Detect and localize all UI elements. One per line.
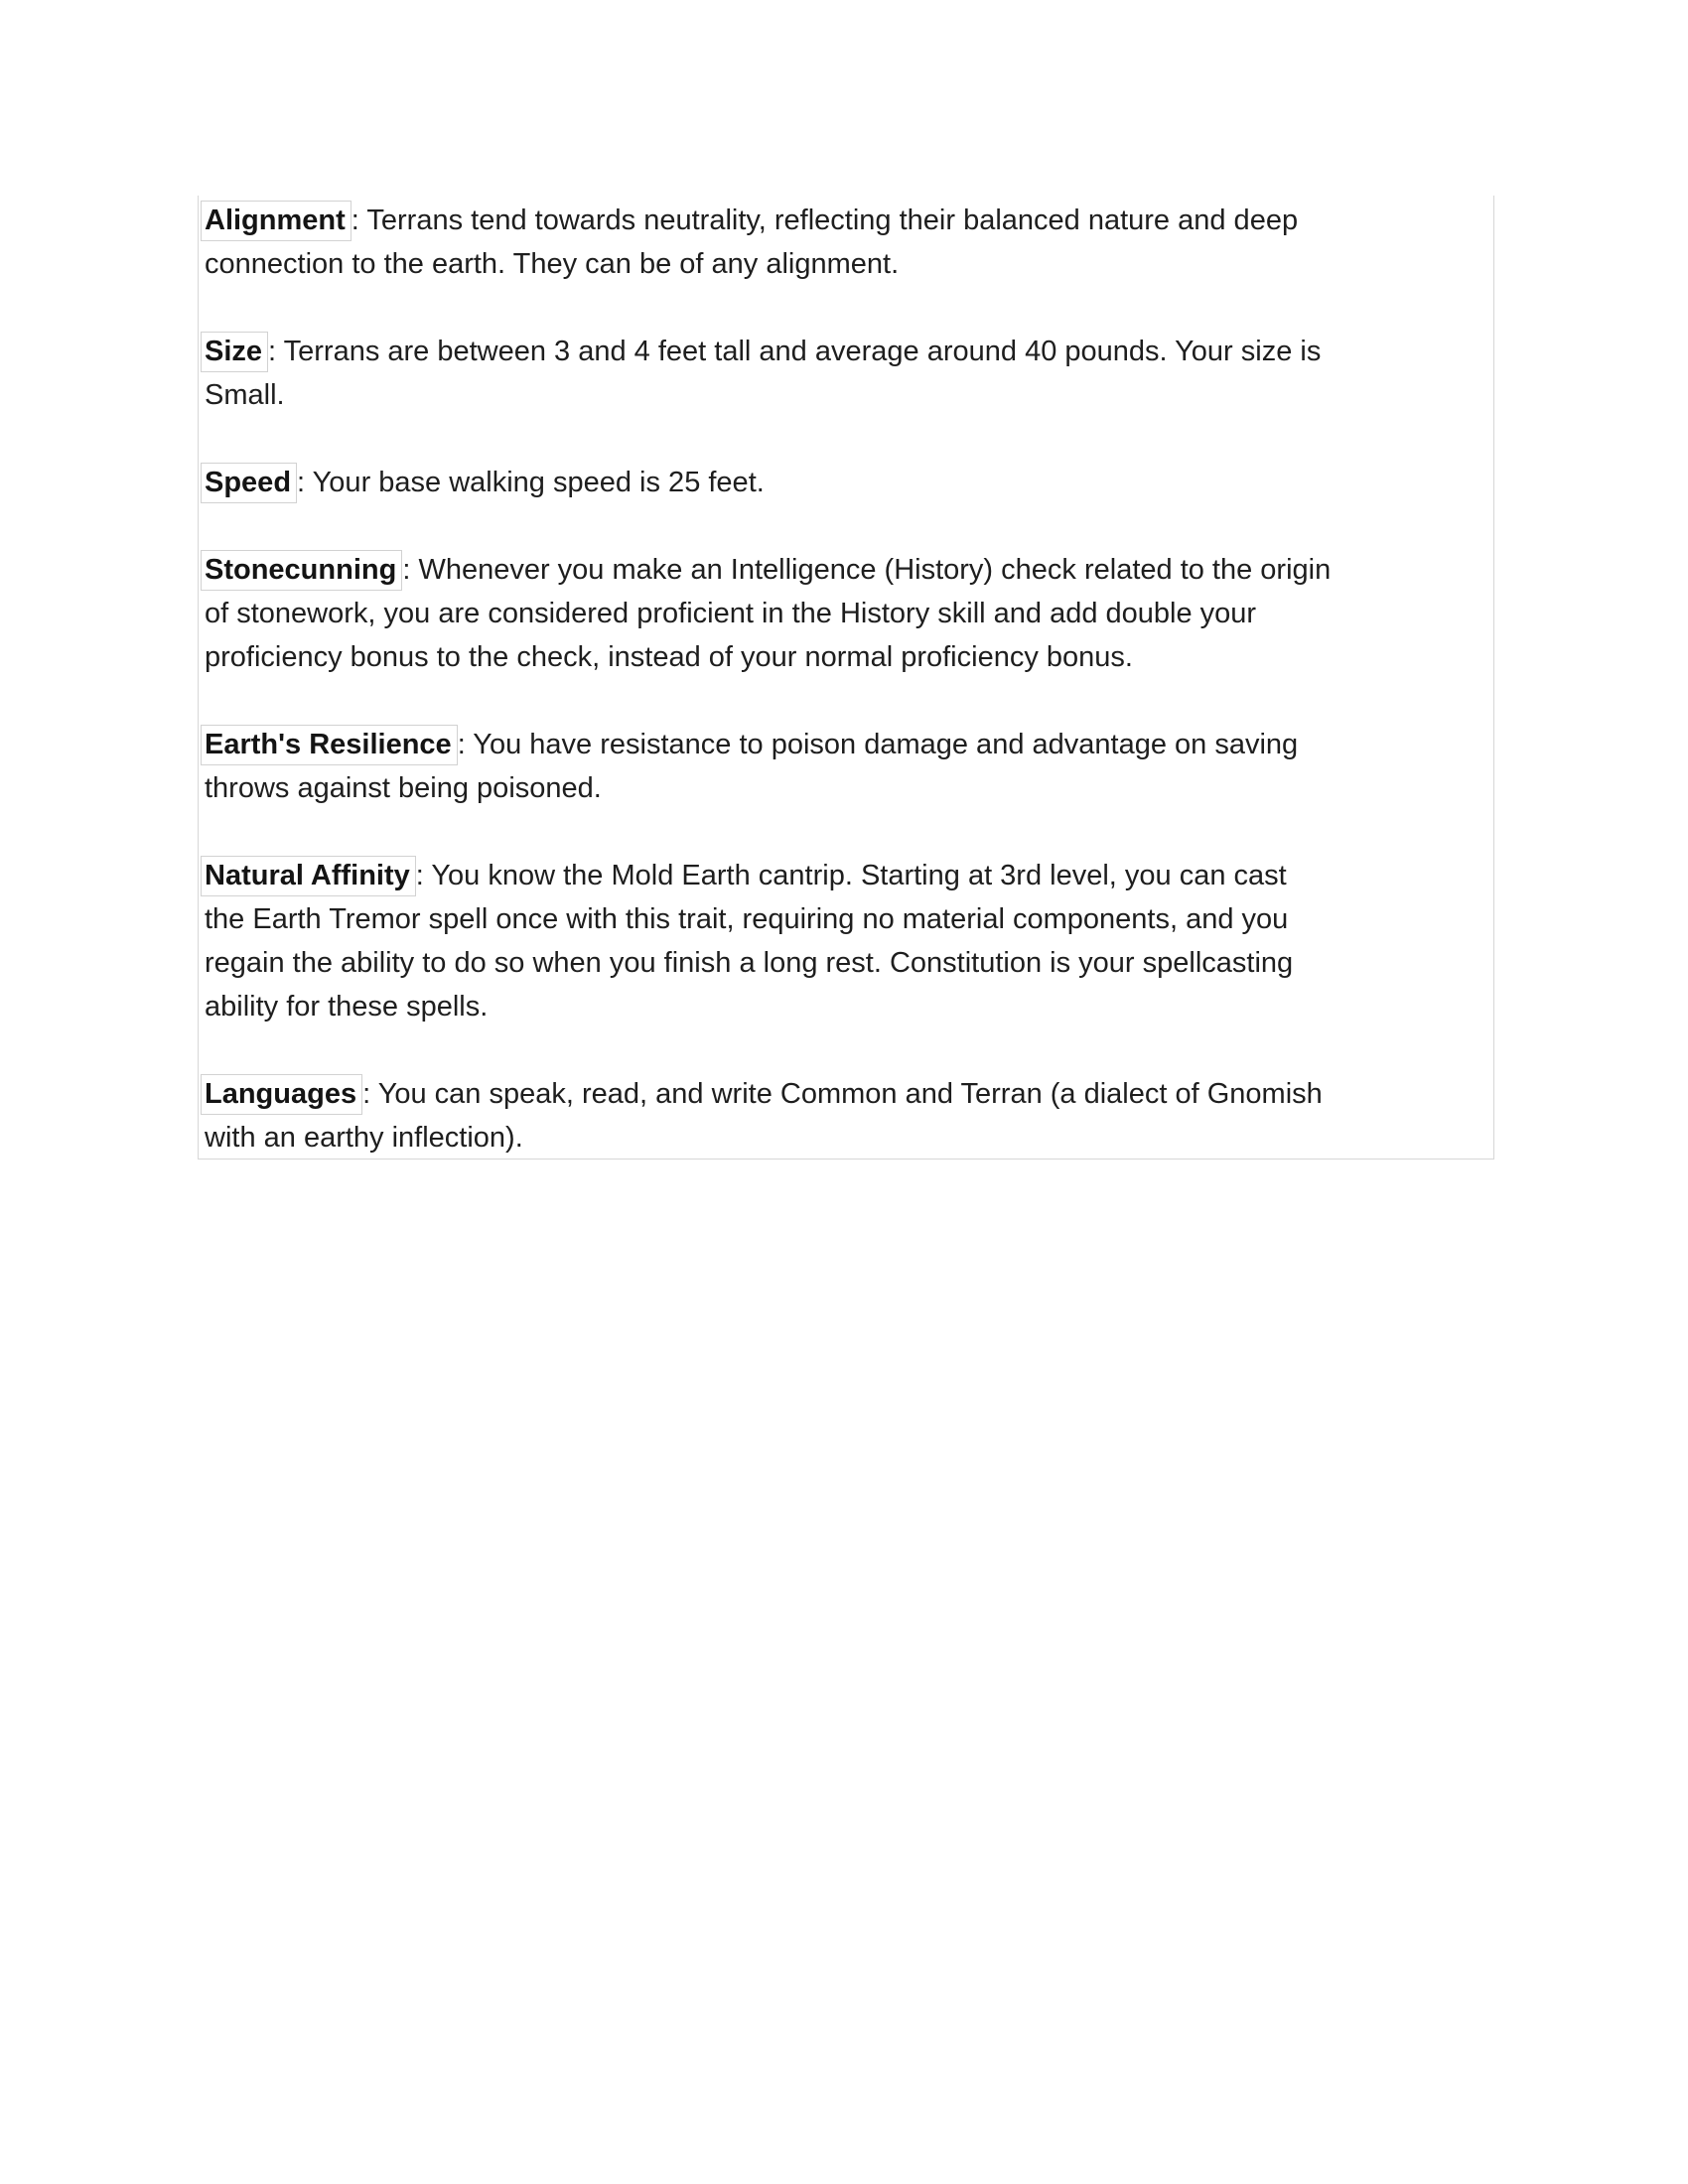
trait-separator: :: [457, 729, 474, 760]
trait-description: Small.: [205, 379, 285, 411]
trait-paragraph: [205, 723, 1487, 810]
trait-name: Alignment: [201, 201, 352, 241]
trait-paragraph: [205, 548, 1487, 679]
trait-name: Speed: [201, 463, 297, 503]
text-line: [205, 1116, 1487, 1160]
trait-description: throws against being poisoned.: [205, 772, 602, 804]
text-line: [205, 548, 1487, 592]
text-line: [205, 461, 1487, 504]
trait-description: You know the Mold Earth cantrip. Starting at 3rd level, you can cast: [431, 860, 1287, 891]
trait-description: Terrans are between 3 and 4 feet tall and average around 40 pounds. Your size is: [283, 336, 1322, 367]
trait-description: the Earth Tremor spell once with this trait, requiring no material components, and you: [205, 903, 1289, 935]
trait-separator: :: [362, 1078, 378, 1110]
trait-name: Stonecunning: [201, 550, 402, 591]
trait-description: Terrans tend towards neutrality, reflecting their balanced nature and deep: [366, 205, 1299, 236]
trait-separator: :: [268, 336, 284, 367]
text-line: [205, 373, 1487, 417]
trait-separator: :: [297, 467, 313, 498]
trait-description: proficiency bonus to the check, instead of your normal proficiency bonus.: [205, 641, 1133, 673]
text-line: [205, 985, 1487, 1028]
text-line: [205, 330, 1487, 373]
trait-name: Earth's Resilience: [201, 725, 458, 765]
text-line: [205, 941, 1487, 985]
trait-separator: :: [402, 554, 419, 586]
trait-separator: :: [351, 205, 367, 236]
trait-name: Natural Affinity: [201, 856, 416, 896]
text-line: [205, 854, 1487, 897]
trait-description: You can speak, read, and write Common and Terran (a dialect of Gnomish: [377, 1078, 1323, 1110]
trait-description: connection to the earth. They can be of any alignment.: [205, 248, 900, 280]
race-traits-text-block[interactable]: [198, 196, 1494, 1160]
text-line: [205, 766, 1487, 810]
trait-paragraph: [205, 854, 1487, 1028]
text-line: [205, 199, 1487, 242]
trait-description: Your base walking speed is 25 feet.: [312, 467, 765, 498]
trait-description: Whenever you make an Intelligence (History) check related to the origin: [418, 554, 1332, 586]
trait-description: with an earthy inflection).: [205, 1122, 523, 1154]
trait-description: ability for these spells.: [205, 991, 489, 1023]
text-line: [205, 635, 1487, 679]
trait-description: of stonework, you are considered proficient in the History skill and add double your: [205, 598, 1257, 629]
trait-name: Languages: [201, 1074, 362, 1115]
text-line: [205, 592, 1487, 635]
trait-paragraph: [205, 461, 1487, 504]
trait-paragraph: [205, 1072, 1487, 1160]
text-line: [205, 1072, 1487, 1116]
trait-description: regain the ability to do so when you finish a long rest. Constitution is your spellcasting: [205, 947, 1294, 979]
trait-name: Size: [201, 332, 268, 372]
text-line: [205, 242, 1487, 286]
trait-paragraph: [205, 199, 1487, 286]
trait-description: You have resistance to poison damage and advantage on saving: [473, 729, 1299, 760]
text-line: [205, 897, 1487, 941]
text-line: [205, 723, 1487, 766]
trait-separator: :: [415, 860, 432, 891]
trait-paragraph: [205, 330, 1487, 417]
